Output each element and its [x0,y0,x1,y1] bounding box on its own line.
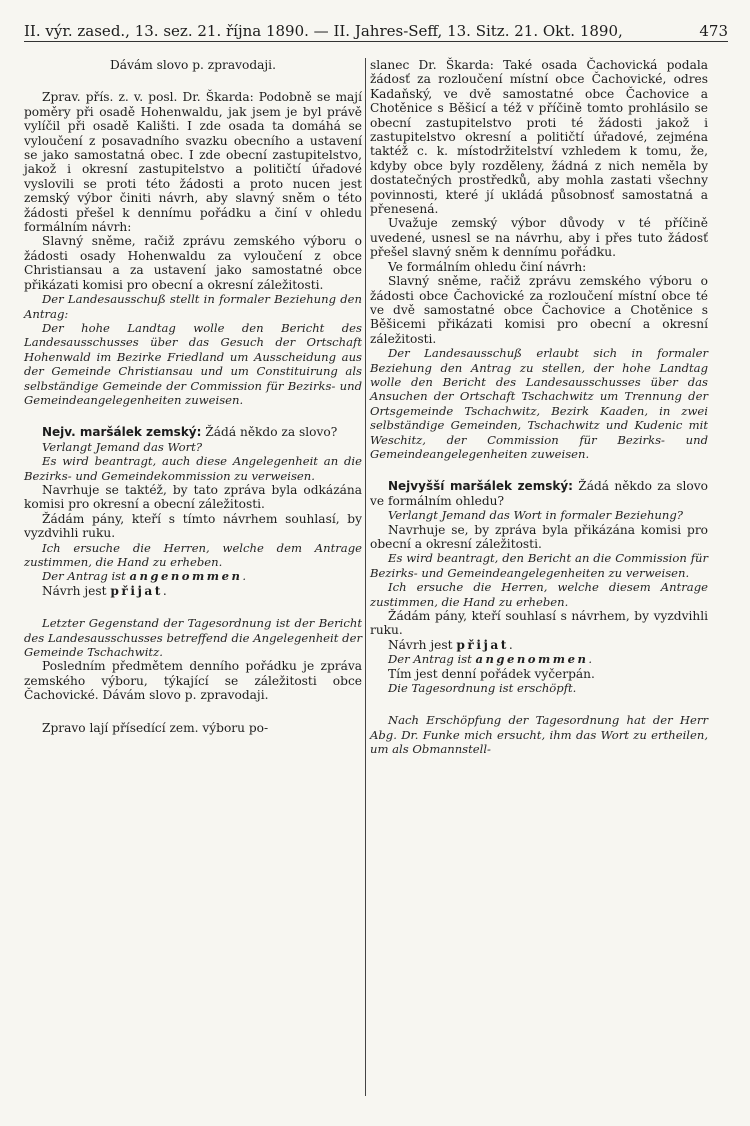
paragraph: Zpravo lají přísedící zem. výboru po- [42,720,269,735]
emphasized-word: angenommen [129,569,243,584]
paragraph: Slavný sněme, račiž zprávu zemského výboru o žádosti obce Čachovické za rozloučení místní obce té ve dvě samostatné obce Čachovice a Chotěnice s Běšicemi přikázati komisi pro obecní a okresní záležitosti. [370,274,708,346]
paragraph: Es wird beantragt, den Bericht an die Commission für Bezirks- und Gemeindeangelegenheiten zu verweisen. [370,551,708,580]
paragraph-gap [370,695,708,713]
paragraph: Es wird beantragt, auch diese Angelegenheit an die Bezirks- und Gemeindekommission zu verweisen. [24,454,362,483]
paragraph: Zprav. přís. z. v. posl. Dr. Škarda: Podobně se mají poměry při osadě Hohenwaldu, jak jsem je byl právě vylíčil při osadě Kališti. I zde osada ta domáhá se vyloučení z posavadního svazku obecního a ustavení se jako samostatná obec. I zde obecní zastupitelstvo, jakož i okresní zastupitelstvo a političtí úřadové vyslovili se proti této žádosti a proto nucen jest zemský výbor činiti návrh, aby slavný sněm o této žádosti přešel k dennímu pořádku a činí v ohledu formálním návrh: [24,90,362,235]
column-divider [365,58,366,1096]
paragraph-gap [24,72,362,90]
paragraph: Nejv. maršálek zemský: Žádá někdo za slovo? [42,425,338,440]
paragraph: Dávám slovo p. zpravodaji. [110,58,276,72]
paragraph: Žádám pány, kteří souhlasí s návrhem, by vyzdvihli ruku. [370,609,708,638]
paragraph: Tím jest denní pořádek vyčerpán. [388,666,595,681]
paragraph-gap [24,407,362,425]
paragraph: Ich ersuche die Herren, welche dem Antrage zustimmen, die Hand zu erheben. [24,540,362,569]
paragraph: Ve formálním ohledu činí návrh: [388,259,587,274]
paragraph: Letzter Gegenstand der Tagesordnung ist der Bericht des Landesausschusses betreffend die Angelegenheit der Gemeinde Tschachwitz. [24,616,362,660]
emphasized-word: přijat [110,583,163,598]
running-title: II. výr. zased., 13. sez. 21. října 1890. — II. Jahres-Seff, 13. Sitz. 21. Okt. 1890, [24,22,623,40]
paragraph-gap [24,598,362,616]
paragraph: Der Landesausschuß erlaubt sich in formaler Beziehung den Antrag zu stellen, der hohe Landtag wolle den Bericht des Landesausschusses über das Ansuchen der Ortschaft Tschachwitz um Trennung der Ortsgemeinde Tschachwitz, Bezirk Kaaden, in zwei selbständige Gemeinden, Tschachwitz und Kudenic mit Weschitz, der Commission für Bezirks- und Gemeindeangelegenheiten zuweisen. [370,346,708,461]
paragraph: Der Antrag ist angenommen. [388,652,593,667]
paragraph: Verlangt Jemand das Wort in formaler Beziehung? [388,508,683,523]
paragraph: Der hohe Landtag wolle den Bericht des Landesausschusses über das Gesuch der Ortschaft Hohenwald im Bezirke Friedland um Ausscheidung aus der Gemeinde Christiansau und um Constituirung als selbständige Gemeinde der Commission für Bezirks- und Gemeindeangelegenheiten zuweisen. [24,320,362,407]
page-number: 473 [699,22,728,40]
emphasized-word: přijat [456,637,509,652]
paragraph-gap [24,703,362,721]
paragraph-gap [370,461,708,479]
paragraph: Der Landesausschuß stellt in formaler Beziehung den Antrag: [24,292,362,321]
speaker-name: Nejv. maršálek zemský: [42,425,202,440]
left-column [24,58,362,735]
paragraph: Nach Erschöpfung der Tagesordnung hat der Herr Abg. Dr. Funke mich ersucht, ihm das Wort zu ertheilen, um als Obmannstell- [370,713,708,757]
paragraph: Posledním předmětem denního pořádku je zpráva zemského výboru, týkající se záležitosti obce Čachovické. Dávám slovo p. zpravodaji. [24,659,362,703]
paragraph: slanec Dr. Škarda: Také osada Čachovická podala žádosť za rozloučení místní obce Čachovické, odres Kadaňský, ve dvě samostatné obce Čachovice a Chotěnice s Běšicí a též v příčině tomto prohlásilo se obecní zastupitelstvo proti té žádosti jakož i zastupitelstvo okresní a političtí úřadové, zejména taktéž c. k. místodržitelství vzhledem k tomu, že, kdyby obce byly rozděleny, žádná z nich neměla by dostatečných prostředků, aby mohla zastati všechny povinnosti, které jí ukládá působnosť samostatná a přenesená. [370,58,708,217]
paragraph: Verlangt Jemand das Wort? [42,439,203,454]
paragraph: Navrhuje se taktéž, by tato zpráva byla odkázána komisi pro okresní a obecní záležitosti. [24,482,362,512]
paragraph: Der Antrag ist angenommen. [42,569,247,584]
paragraph: Návrh jest přijat. [42,583,167,598]
paragraph: Žádám pány, kteří s tímto návrhem souhlasí, by vyzdvihli ruku. [24,511,362,541]
speaker-name: Nejvyšší maršálek zemský: [388,479,573,494]
emphasized-word: angenommen [475,652,589,667]
paragraph: Die Tagesordnung ist erschöpft. [388,681,577,696]
paragraph: Navrhuje se, by zpráva byla přikázána komisi pro obecní a okresní záležitosti. [370,522,708,551]
paragraph: Návrh jest přijat. [388,637,513,652]
right-column [370,58,708,757]
header-rule [24,41,728,42]
page-header [24,12,728,40]
paragraph: Slavný sněme, račiž zprávu zemského výboru o žádosti osady Hohenwaldu za vyloučení z obce Christiansau a za ustavení jako samostatné obce přikázati komisi pro obecní a okresní záležitosti. [24,234,362,292]
paragraph: Ich ersuche die Herren, welche diesem Antrage zustimmen, die Hand zu erheben. [370,580,708,609]
paragraph: Nejvyšší maršálek zemský: Žádá někdo za slovo ve formálním ohledu? [370,479,708,508]
paragraph: Uvažuje zemský výbor důvody v té příčině uvedené, usnesl se na návrhu, aby i přes tuto žádosť přešel slavný sněm k dennímu pořádku. [370,216,708,260]
